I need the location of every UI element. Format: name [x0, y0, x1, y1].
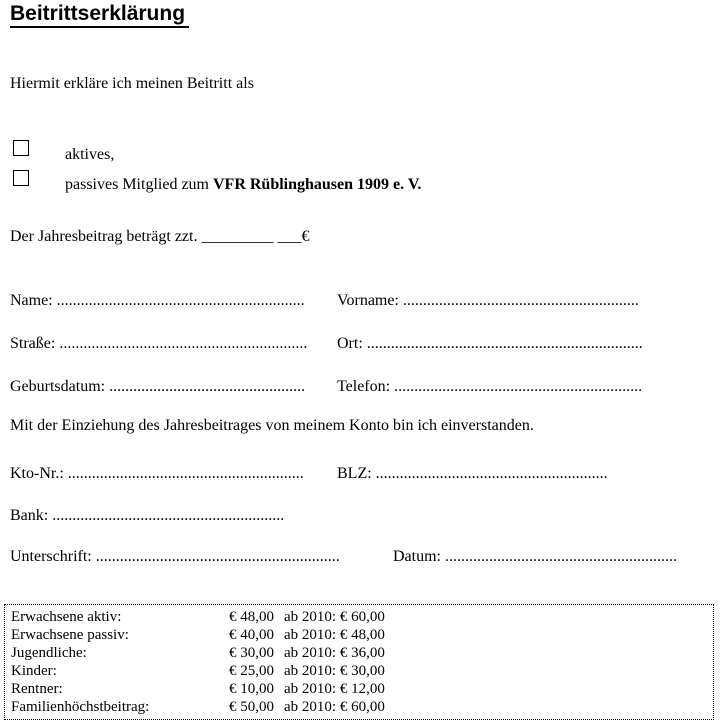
field-blz: [337, 465, 608, 483]
field-vorname: [337, 292, 639, 310]
fee-amount-2010: ab 2010: € 60,00: [284, 699, 385, 715]
annual-fee-text: Der Jahresbeitrag beträgt zzt.: [10, 228, 202, 245]
option-passive-text: passives Mitglied zum: [65, 176, 213, 193]
fee-row-familienhoechstbeitrag: [5, 698, 713, 716]
unterschrift-fill-line: .............................................................: [95, 548, 340, 565]
annual-fee-line: [10, 228, 309, 246]
bank-label: Bank:: [10, 507, 49, 524]
fee-amount: € 50,00: [229, 699, 274, 715]
fee-amount-2010: ab 2010: € 36,00: [284, 645, 385, 661]
geburtsdatum-label: Geburtsdatum:: [10, 378, 106, 395]
page-title: Beitrittserklärung: [10, 3, 189, 28]
vorname-fill-line: ...........................................................: [402, 292, 639, 309]
fee-amount: € 25,00: [229, 663, 274, 679]
fee-amount-2010: ab 2010: € 60,00: [284, 609, 385, 625]
annual-fee-blank: _________ ___: [201, 228, 302, 245]
datum-fill-line: ..........................................................: [445, 548, 677, 565]
option-active-label: aktives,: [65, 146, 115, 163]
fee-amount-2010: ab 2010: € 30,00: [284, 663, 385, 679]
kto-nr-label: Kto-Nr.:: [10, 465, 64, 482]
strasse-fill-line: ..............................................................: [59, 335, 308, 352]
geburtsdatum-fill-line: .................................................: [109, 378, 306, 395]
ort-label: Ort:: [337, 335, 363, 352]
fee-label: Familienhöchstbeitrag:: [11, 699, 150, 715]
fee-row-rentner: [5, 680, 713, 698]
telefon-fill-line: ..............................................................: [394, 378, 643, 395]
name-fill-line: ..............................................................: [56, 292, 305, 309]
field-bank: [10, 507, 284, 525]
option-passive-label: [65, 176, 421, 194]
fee-row-erwachsene-aktiv: [5, 608, 713, 626]
blz-label: BLZ:: [337, 465, 372, 482]
datum-label: Datum:: [393, 548, 441, 565]
field-name: [10, 292, 305, 310]
checkbox-passive-member[interactable]: [13, 170, 29, 186]
field-datum: [393, 548, 677, 566]
vorname-label: Vorname:: [337, 292, 399, 309]
unterschrift-label: Unterschrift:: [10, 548, 92, 565]
fee-label: Erwachsene aktiv:: [11, 609, 122, 625]
fee-amount-2010: ab 2010: € 12,00: [284, 681, 385, 697]
fee-label: Kinder:: [11, 663, 57, 679]
field-geburtsdatum: [10, 378, 305, 396]
fee-amount: € 40,00: [229, 627, 274, 643]
fee-row-jugendliche: [5, 644, 713, 662]
direct-debit-consent-text: Mit der Einziehung des Jahresbeitrages von meinem Konto bin ich einverstanden.: [10, 417, 534, 434]
kto-nr-fill-line: ...........................................................: [67, 465, 304, 482]
field-unterschrift: [10, 548, 340, 566]
field-strasse: [10, 335, 307, 353]
field-kto-nr: [10, 465, 304, 483]
bank-fill-line: ..........................................................: [52, 507, 285, 524]
strasse-label: Straße:: [10, 335, 56, 352]
name-label: Name:: [10, 292, 53, 309]
fee-row-kinder: [5, 662, 713, 680]
fee-table: [4, 604, 714, 720]
telefon-label: Telefon:: [337, 378, 391, 395]
ort-fill-line: .....................................................................: [366, 335, 643, 352]
fee-label: Rentner:: [11, 681, 63, 697]
field-telefon: [337, 378, 642, 396]
fee-label: Erwachsene passiv:: [11, 627, 129, 643]
fee-amount: € 30,00: [229, 645, 274, 661]
intro-text: Hiermit erkläre ich meinen Beitritt als: [10, 75, 254, 92]
checkbox-active-member[interactable]: [13, 140, 29, 156]
club-name: VFR Rüblinghausen 1909 e. V.: [212, 176, 422, 193]
fee-amount: € 48,00: [229, 609, 274, 625]
field-ort: [337, 335, 643, 353]
euro-sign: €: [301, 228, 310, 245]
fee-label: Jugendliche:: [11, 645, 87, 661]
fee-amount-2010: ab 2010: € 48,00: [284, 627, 385, 643]
fee-amount: € 10,00: [229, 681, 274, 697]
fee-row-erwachsene-passiv: [5, 626, 713, 644]
blz-fill-line: ..........................................................: [375, 465, 608, 482]
